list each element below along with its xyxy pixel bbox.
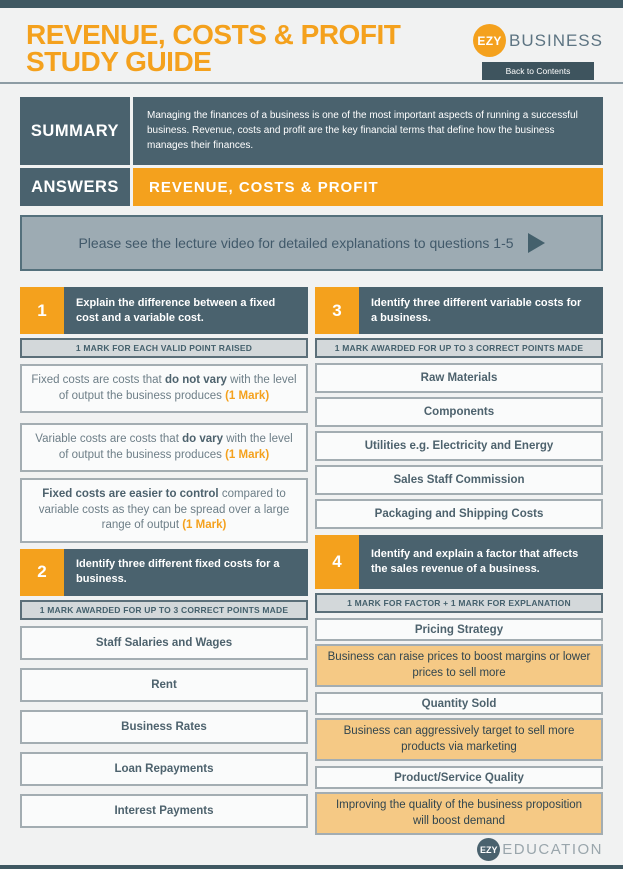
explanation-box: Business can aggressively target to sell more products via marketing (315, 718, 603, 761)
top-edge-bar (0, 0, 623, 8)
question-3-number: 3 (315, 287, 359, 334)
ezy-education-logo (477, 838, 603, 861)
question-2-header (20, 549, 308, 596)
answers-topic-title: REVENUE, COSTS & PROFIT (133, 168, 603, 206)
page-title-line1: REVENUE, COSTS & PROFIT (26, 19, 401, 50)
lecture-video-banner-text: Please see the lecture video for detailed explanations to questions 1-5 (78, 235, 514, 251)
question-1-number: 1 (20, 287, 64, 334)
brand-name: BUSINESS (509, 30, 603, 50)
footer-brand-name: EDUCATION (502, 841, 603, 858)
answer-text: Fixed costs are easier to control compared to variable costs as they can be spread over a large range of output (1 Mark) (38, 488, 290, 532)
question-4-title: Identify and explain a factor that affects the sales revenue of a business. (371, 548, 579, 575)
list-item: Raw Materials (315, 363, 603, 393)
factor-box: Quantity Sold (315, 692, 603, 715)
question-4-mark-note: 1 MARK FOR FACTOR + 1 MARK FOR EXPLANATION (315, 593, 603, 613)
page-title (26, 19, 401, 77)
explanation-box: Business can raise prices to boost margins or lower prices to sell more (315, 644, 603, 687)
answer-box (20, 423, 308, 472)
summary-label: SUMMARY (20, 97, 130, 165)
list-item: Staff Salaries and Wages (20, 626, 308, 660)
ezy-education-logo-circle: EZY (477, 838, 500, 861)
factor-box: Pricing Strategy (315, 618, 603, 641)
question-1-header (20, 287, 308, 334)
question-3-mark-note: 1 MARK AWARDED FOR UP TO 3 CORRECT POINTS MADE (315, 338, 603, 358)
list-item: Interest Payments (20, 794, 308, 828)
page-title-line2: STUDY GUIDE (26, 45, 212, 77)
answers-label: ANSWERS (20, 168, 130, 206)
list-item: Loan Repayments (20, 752, 308, 786)
answer-text: Fixed costs are costs that do not vary with the level of output the business produces (1 Mark) (31, 374, 297, 402)
back-to-contents-button[interactable]: Back to Contents (482, 62, 594, 80)
question-2-title: Identify three different fixed costs for a business. (76, 558, 280, 586)
list-item: Utilities e.g. Electricity and Energy (315, 431, 603, 461)
question-1-mark-note: 1 MARK FOR EACH VALID POINT RAISED (20, 338, 308, 358)
summary-section (20, 97, 603, 165)
list-item: Components (315, 397, 603, 427)
factor-box: Product/Service Quality (315, 766, 603, 789)
answers-section (20, 168, 603, 206)
answer-box (20, 364, 308, 413)
answer-box (20, 478, 308, 543)
left-column (20, 287, 308, 835)
question-3-header (315, 287, 603, 334)
play-icon[interactable] (528, 233, 545, 253)
answer-text: Variable costs are costs that do vary with the level of output the business produces (1 Mark) (35, 433, 293, 461)
brand-block (473, 24, 603, 80)
list-item: Sales Staff Commission (315, 465, 603, 495)
bottom-edge-bar (0, 865, 623, 869)
summary-text: Managing the finances of a business is one of the most important aspects of running a successful business. Revenue, costs and profit are the key financial terms that define how the business manages their finances. (133, 97, 603, 165)
question-4-header (315, 535, 603, 589)
question-1-title: Explain the difference between a fixed cost and a variable cost. (76, 296, 276, 324)
lecture-video-banner[interactable] (20, 215, 603, 271)
list-item: Packaging and Shipping Costs (315, 499, 603, 529)
ezy-business-logo (473, 24, 603, 57)
question-2-mark-note: 1 MARK AWARDED FOR UP TO 3 CORRECT POINTS MADE (20, 600, 308, 620)
explanation-box: Improving the quality of the business proposition will boost demand (315, 792, 603, 835)
list-item: Rent (20, 668, 308, 702)
ezy-logo-circle: EZY (473, 24, 506, 57)
questions-columns (20, 287, 603, 835)
question-2-number: 2 (20, 549, 64, 596)
list-item: Business Rates (20, 710, 308, 744)
header (0, 8, 623, 84)
question-4-number: 4 (315, 535, 359, 589)
question-3-title: Identify three different variable costs for a business. (371, 296, 582, 324)
right-column (315, 287, 603, 835)
